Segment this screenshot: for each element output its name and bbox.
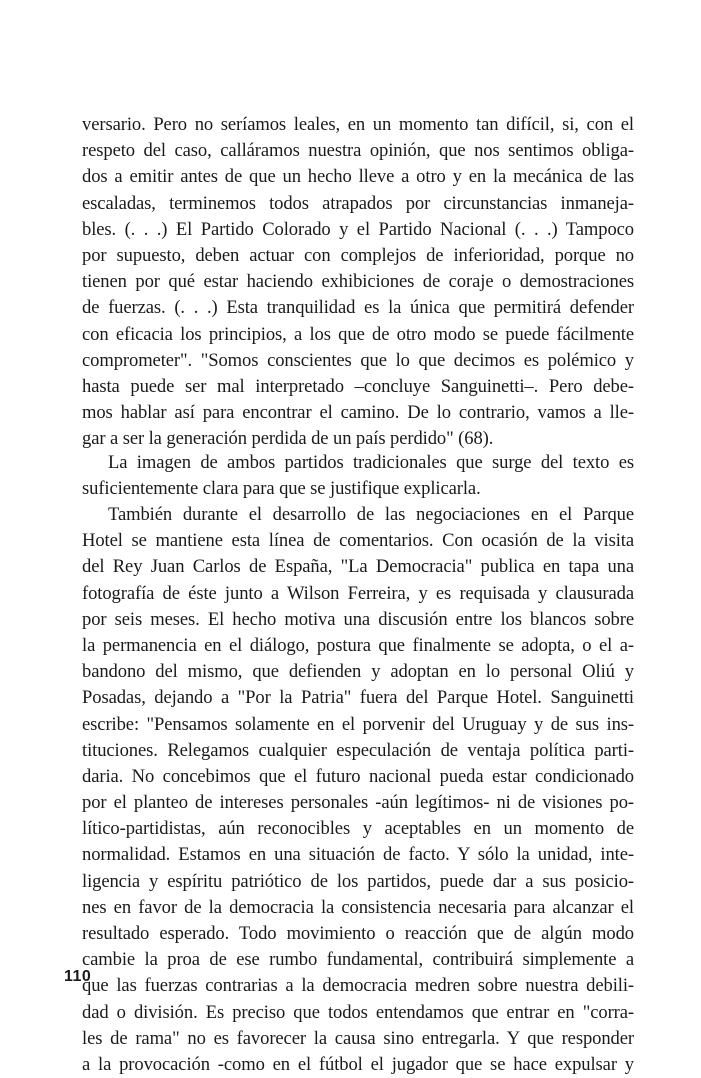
text-line: tituciones. Relegamos cualquier especulación de ventaja política parti- (82, 739, 634, 761)
text-line: la permanencia en el diálogo, postura que finalmente se adopta, o el a- (82, 634, 634, 656)
text-line: escaladas, terminemos todos atrapados por circunstancias inmaneja- (82, 192, 634, 214)
text-line: Posadas, dejando a "Por la Patria" fuera del Parque Hotel. Sanguinetti (82, 687, 634, 709)
text-line: dos a emitir antes de que un hecho lleve a otro y en la mecánica de las (82, 166, 634, 188)
text-line: comprometer". "Somos conscientes que lo que decimos es polémico y (82, 349, 634, 371)
text-line: por seis meses. El hecho motiva una discusión entre los blancos sobre (82, 608, 634, 630)
text-line: tienen por qué estar haciendo exhibiciones de coraje o demostraciones (82, 271, 634, 293)
text-line: lítico-partidistas, aún reconocibles y aceptables en un momento de (82, 818, 634, 840)
text-line: de fuerzas. (. . .) Esta tranquilidad es la única que permitirá defender (82, 297, 634, 319)
paragraph-parque-hotel (82, 502, 634, 1078)
text-line: cambie la proa de ese rumbo fundamental, contribuirá simplemente a (82, 949, 634, 971)
text-line: gar a ser la generación perdida de un país perdido" (68). (82, 428, 494, 450)
text-line: La imagen de ambos partidos tradicionales que surge del texto es (108, 452, 634, 473)
text-line: bandono del mismo, que defienden y adoptan en lo personal Oliú y (82, 661, 634, 683)
text-line: por el planteo de intereses personales -aún legítimos- ni de visiones po- (82, 792, 634, 814)
text-line: mos hablar así para encontrar el camino. De lo contrario, vamos a lle- (82, 402, 634, 424)
text-line: daria. No concebimos que el futuro nacional pueda estar condicionado (82, 765, 634, 787)
page-number: 110 (64, 968, 92, 985)
text-line: versario. Pero no seríamos leales, en un momento tan difícil, si, con el (82, 114, 634, 135)
text-line: que las fuerzas contrarias a la democracia medren sobre nuestra debili- (82, 975, 634, 997)
text-line: ligencia y espíritu patriótico de los partidos, puede dar a sus posicio- (82, 870, 634, 892)
text-line: normalidad. Estamos en una situación de facto. Y sólo la unidad, inte- (82, 844, 634, 866)
text-line: con eficacia los principios, a los que de otro modo se puede fácilmente (82, 323, 634, 345)
text-line: Hotel se mantiene esta línea de comentarios. Con ocasión de la visita (82, 530, 634, 552)
text-line: fotografía de éste junto a Wilson Ferreira, y es requisada y clausurada (82, 582, 634, 604)
text-line: nes en favor de la democracia la consistencia necesaria para alcanzar el (82, 896, 634, 918)
text-line: del Rey Juan Carlos de España, "La Democracia" publica en tapa una (82, 556, 634, 578)
text-line: dad o división. Es preciso que todos entendamos que entrar en "corra- (82, 1001, 634, 1023)
paragraph-image-of-parties (82, 450, 634, 502)
text-line: escribe: "Pensamos solamente en el porvenir del Uruguay y de sus ins- (82, 713, 634, 735)
text-line: les de rama" no es favorecer la causa sino entregarla. Y que responder (82, 1027, 634, 1049)
text-line: por supuesto, deben actuar con complejos de inferioridad, porque no (82, 244, 634, 266)
text-line: suficientemente clara para que se justifique explicarla. (82, 478, 481, 500)
text-line: bles. (. . .) El Partido Colorado y el Partido Nacional (. . .) Tampoco (82, 218, 634, 240)
text-line: respeto del caso, calláramos nuestra opinión, que nos sentimos obliga- (82, 140, 634, 162)
text-line: También durante el desarrollo de las negociaciones en el Parque (108, 504, 634, 525)
text-line: a la provocación -como en el fútbol el jugador que se hace expulsar y (82, 1053, 634, 1075)
text-line: resultado esperado. Todo movimiento o reacción que de algún modo (82, 923, 634, 944)
paragraph-quote-end (82, 112, 634, 452)
text-line: hasta puede ser mal interpretado –concluye Sanguinetti–. Pero debe- (82, 375, 634, 397)
